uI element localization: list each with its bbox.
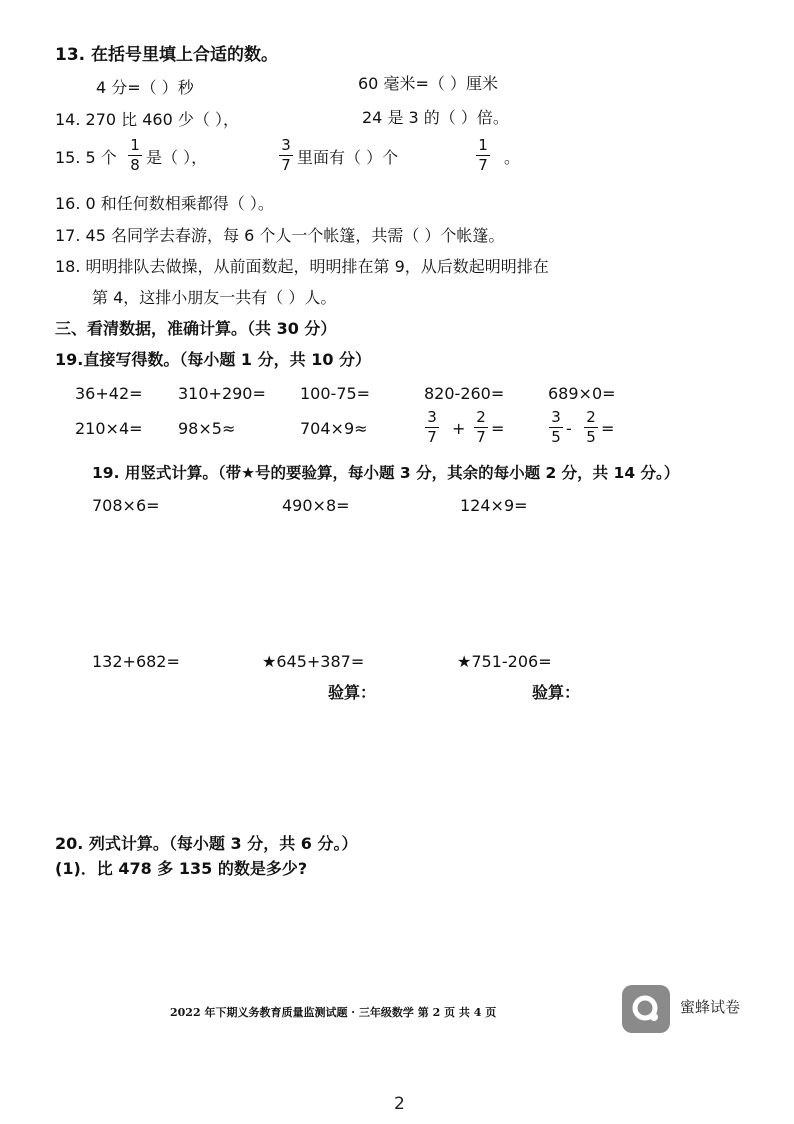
q19-vertical-item: 132+682=: [92, 652, 180, 671]
q19-item: 36+42=: [75, 384, 143, 403]
q19-vertical-title: 19. 用竖式计算。（带★号的要验算，每小题 3 分，其余的每小题 2 分，共 14 分。）: [92, 464, 680, 482]
q15-fraction-1: 1 8: [128, 138, 142, 173]
q19-vertical-item: 124×9=: [460, 496, 528, 515]
brand-name: 蜜蜂试卷: [680, 998, 741, 1016]
q19-fraction: 2 7: [474, 410, 488, 445]
check-label: 验算：: [328, 683, 377, 702]
q19-equals: =: [601, 419, 615, 438]
q19-operator: +: [452, 419, 466, 438]
q19-item: 704×9≈: [300, 419, 368, 438]
q15-text-2: 里面有（ ）个: [297, 148, 399, 167]
q19-operator: -: [566, 419, 572, 438]
q-logo-icon: [631, 994, 661, 1024]
q19-fraction: 3 7: [425, 410, 439, 445]
q20-title: 20. 列式计算。（每小题 3 分，共 6 分。）: [55, 834, 358, 853]
q19-item: 98×5≈: [178, 419, 236, 438]
q15-text-1: 是（ ），: [146, 148, 208, 167]
q19-fraction: 3 5: [549, 410, 563, 445]
q19-item: 210×4=: [75, 419, 143, 438]
q18-line-1: 18. 明明排队去做操，从前面数起，明明排在第 9，从后数起明明排在: [55, 257, 549, 276]
q16: 16. 0 和任何数相乘都得（ ）。: [55, 194, 274, 213]
q13-title: 13. 在括号里填上合适的数。: [55, 45, 279, 65]
q13-blank-a: 4 分=（ ）秒: [96, 78, 194, 97]
q19-fraction: 2 5: [584, 410, 598, 445]
q15-end: 。: [504, 148, 521, 167]
q17: 17. 45 名同学去春游，每 6 个人一个帐篷，共需（ ）个帐篷。: [55, 226, 505, 245]
q19-vertical-item: ★645+387=: [262, 652, 365, 671]
q19-item: 310+290=: [178, 384, 266, 403]
q18-line-2: 第 4，这排小朋友一共有（ ）人。: [92, 288, 337, 307]
q14-part-a: 14. 270 比 460 少（ ），: [55, 110, 239, 129]
q15-fraction-2: 3 7: [279, 138, 293, 173]
check-label: 验算：: [532, 683, 581, 702]
page-number: 2: [394, 1094, 405, 1114]
q20-part-1: (1)．比 478 多 135 的数是多少?: [55, 859, 308, 878]
brand-logo: [622, 985, 670, 1033]
q13-blank-b: 60 毫米=（ ）厘米: [358, 74, 498, 93]
q19-vertical-item: ★751-206=: [457, 652, 552, 671]
q19-item: 689×0=: [548, 384, 616, 403]
q19-item: 100-75=: [300, 384, 371, 403]
q19-item: 820-260=: [424, 384, 505, 403]
q19-equals: =: [491, 419, 505, 438]
section-3-heading: 三、看清数据，准确计算。（共 30 分）: [55, 319, 337, 338]
page-footer: 2022 年下期义务教育质量监测试题 · 三年级数学 第 2 页 共 4 页: [170, 1006, 497, 1019]
q19-direct-title: 19.直接写得数。（每小题 1 分，共 10 分）: [55, 350, 372, 369]
q15-number: 15. 5 个: [55, 148, 117, 167]
q19-vertical-item: 490×8=: [282, 496, 350, 515]
q19-vertical-item: 708×6=: [92, 496, 160, 515]
q15-fraction-3: 1 7: [476, 138, 490, 173]
q14-part-b: 24 是 3 的（ ）倍。: [362, 108, 509, 127]
